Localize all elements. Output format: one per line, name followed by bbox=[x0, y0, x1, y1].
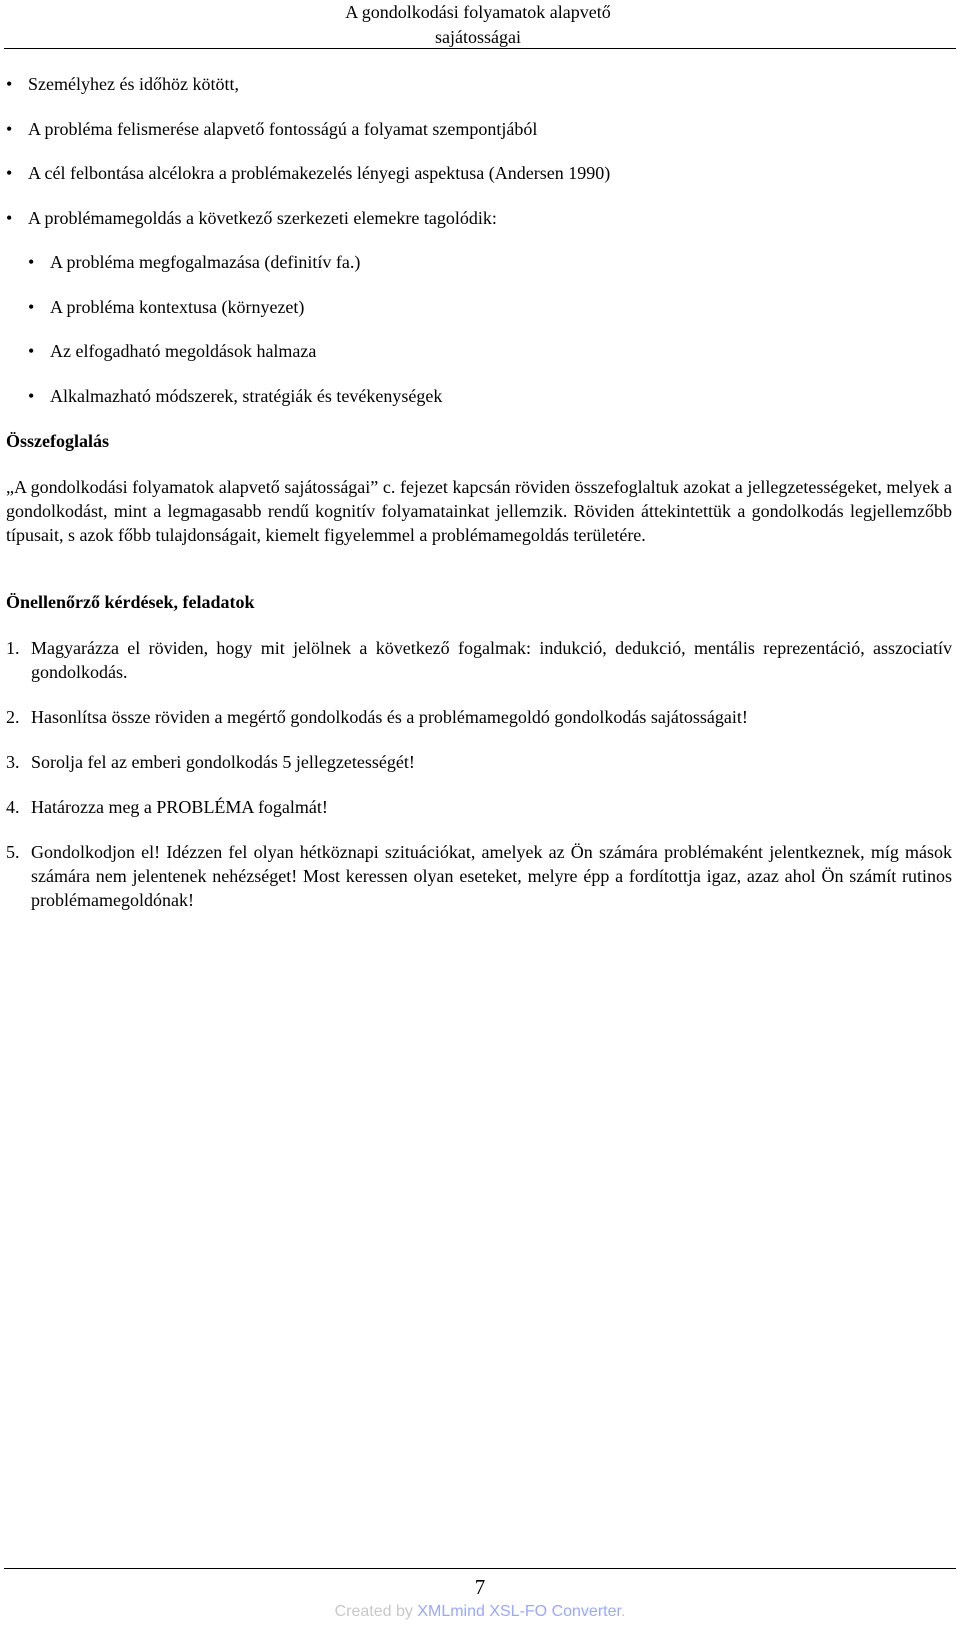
running-header bbox=[318, 0, 638, 50]
bullet-dot-icon: • bbox=[6, 208, 13, 228]
question-item bbox=[6, 705, 952, 729]
watermark-suffix: . bbox=[620, 1603, 626, 1620]
question-item bbox=[6, 795, 952, 819]
bullet-item bbox=[6, 73, 239, 95]
summary-heading: Összefoglalás bbox=[6, 431, 109, 451]
question-number: 4. bbox=[6, 797, 20, 817]
question-item bbox=[6, 750, 952, 774]
sub-bullet-item bbox=[28, 296, 304, 318]
question-text: Sorolja fel az emberi gondolkodás 5 jellegzetességét! bbox=[31, 752, 415, 772]
bullet-dot-icon: • bbox=[28, 297, 35, 317]
bullet-dot-icon: • bbox=[28, 386, 35, 406]
bullet-item bbox=[6, 162, 610, 184]
bullet-text: A problémamegoldás a következő szerkezeti elemekre tagolódik: bbox=[28, 208, 497, 228]
watermark-prefix: Created by bbox=[334, 1603, 418, 1620]
questions-heading: Önellenőrző kérdések, feladatok bbox=[6, 592, 255, 612]
footer-rule bbox=[4, 1568, 956, 1569]
bullet-text: A cél felbontása alcélokra a problémakezelés lényegi aspektusa (Andersen 1990) bbox=[28, 163, 611, 183]
question-text: Határozza meg a PROBLÉMA fogalmát! bbox=[31, 797, 328, 817]
sub-bullet-text: Az elfogadható megoldások halmaza bbox=[50, 341, 317, 361]
question-number: 3. bbox=[6, 752, 20, 772]
page-number: 7 bbox=[474, 1575, 486, 1599]
watermark-brand-link[interactable]: XMLmind XSL-FO Converter bbox=[417, 1603, 621, 1620]
question-item bbox=[6, 636, 952, 684]
bullet-dot-icon: • bbox=[6, 163, 13, 183]
bullet-text: A probléma felismerése alapvető fontosságú a folyamat szempontjából bbox=[28, 119, 538, 139]
bullet-dot-icon: • bbox=[28, 252, 35, 272]
sub-bullet-text: A probléma kontextusa (környezet) bbox=[50, 297, 305, 317]
sub-bullet-item bbox=[28, 251, 360, 273]
question-text: Hasonlítsa össze röviden a megértő gondolkodás és a problémamegoldó gondolkodás sajátosságait! bbox=[31, 707, 748, 727]
sub-bullet-item bbox=[28, 385, 442, 407]
summary-paragraph: „A gondolkodási folyamatok alapvető sajátosságai” c. fejezet kapcsán röviden összefoglaltuk azokat a jellegzetességeket, melyek a gondolkodást, mint a legmagasabb rendű kognitív folyamatainkat jellemzik. Röviden áttekintettük a gondolkodás legjellemzőbb típusait, s azok főbb tulajdonságait, kiemelt figyelemmel a problémamegoldás területére. bbox=[6, 477, 952, 545]
header-title-line1: A gondolkodási folyamatok alapvető bbox=[345, 2, 611, 22]
question-text: Gondolkodjon el! Idézzen fel olyan hétköznapi szituációkat, amelyek az Ön számára problémaként jelentkeznek, míg mások számára nem jelentenek nehézséget! Most keressen olyan eseteket, melyre épp a fordítottja igaz, azaz ahol Ön számít rutinos problémamegoldónak! bbox=[31, 842, 952, 910]
bullet-dot-icon: • bbox=[6, 74, 13, 94]
question-number: 2. bbox=[6, 707, 20, 727]
converter-watermark bbox=[0, 1602, 960, 1622]
question-number: 1. bbox=[6, 638, 20, 658]
question-number: 5. bbox=[6, 842, 20, 862]
bullet-dot-icon: • bbox=[6, 119, 13, 139]
sub-bullet-text: Alkalmazható módszerek, stratégiák és tevékenységek bbox=[50, 386, 443, 406]
sub-bullet-item bbox=[28, 340, 316, 362]
bullet-text: Személyhez és időhöz kötött, bbox=[28, 74, 239, 94]
question-text: Magyarázza el röviden, hogy mit jelölnek a következő fogalmak: indukció, dedukció, mentális reprezentáció, asszociatív gondolkodás. bbox=[31, 638, 952, 682]
sub-bullet-text: A probléma megfogalmazása (definitív fa.) bbox=[50, 252, 361, 272]
question-item bbox=[6, 840, 952, 912]
bullet-item bbox=[6, 207, 497, 229]
bullet-dot-icon: • bbox=[28, 341, 35, 361]
bullet-item bbox=[6, 118, 537, 140]
header-title-line2: sajátosságai bbox=[435, 27, 521, 47]
header-rule bbox=[4, 48, 956, 49]
